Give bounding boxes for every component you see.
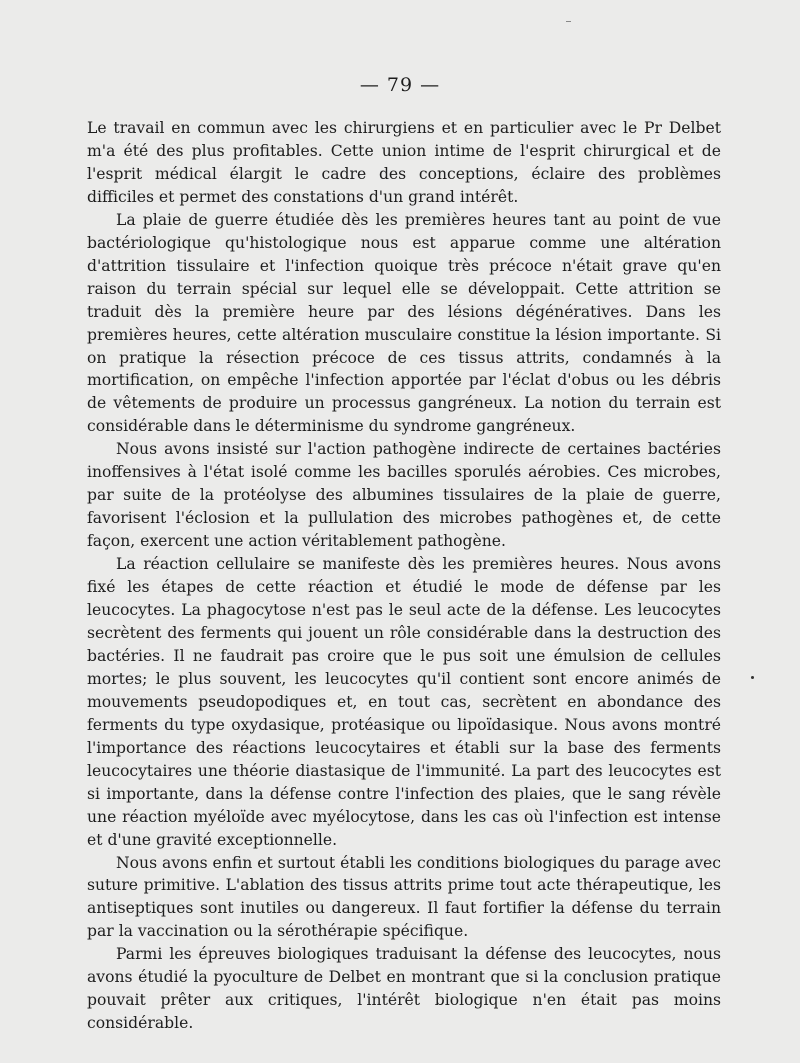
scan-mark [566,21,571,22]
body-text [87,117,721,1035]
paragraph-2: La plaie de guerre étudiée dès les premières heures tant au point de vue bactériologique qu'histologique nous est apparue comme une altération d'attrition tissulaire et l'infection quoique très précoce n'était grave qu'en raison du terrain spécial sur lequel elle se développait. Cette attrition se traduit dès la première heure par des lésions dégénératives. Dans les premières heures, cette altération musculaire constitue la lésion importante. Si on pratique la résection précoce de ces tissus attrits, condamnés à la mortification, on empêche l'infection apportée par l'éclat d'obus ou les débris de vêtements de produire un processus gangréneux. La notion du terrain est considérable dans le déterminisme du syndrome gangréneux. [87,210,721,436]
paragraph-6: Parmi les épreuves biologiques traduisant la défense des leucocytes, nous avons étudié la pyoculture de Delbet en montrant que si la conclusion pratique pouvait prêter aux critiques, l'intérêt biologique n'en était pas moins considérable. [87,945,721,1033]
paragraph-4: La réaction cellulaire se manifeste dès les premières heures. Nous avons fixé les étapes de cette réaction et étudié le mode de défense par les leucocytes. La phagocytose n'est pas le seul acte de la défense. Les leucocytes secrètent des ferments qui jouent un rôle considérable dans la destruction des bactéries. Il ne faudrait pas croire que le pus soit une émulsion de cellules mortes; le plus souvent, les leucocytes qu'il contient sont encore animés de mouvements pseudopodiques et, en tout cas, secrètent en abondance des ferments du type oxydasique, protéasique ou lipoïdasique. Nous avons montré l'importance des réactions leucocytaires et établi sur la base des ferments leucocytaires une théorie diastasique de l'immunité. La part des leucocytes est si importante, dans la défense contre l'infection des plaies, que le sang révèle une réaction myéloïde avec myélocytose, dans les cas où l'infection est intense et d'une gravité exceptionnelle. [87,555,721,849]
paragraph-5: Nous avons enfin et surtout établi les conditions biologiques du parage avec suture primitive. L'ablation des tissus attrits prime tout acte thérapeutique, les antiseptiques sont inutiles ou dangereux. Il faut fortifier la défense du terrain par la vaccination ou la sérothérapie spécifique. [87,853,721,941]
paragraph-3: Nous avons insisté sur l'action pathogène indirecte de certaines bactéries inoffensives à l'état isolé comme les bacilles sporulés aérobies. Ces microbes, par suite de la protéolyse des albumines tissulaires de la plaie de guerre, favorisent l'éclosion et la pullulation des microbes pathogènes et, de cette façon, exercent une action véritablement pathogène. [87,440,721,551]
scan-speck [751,676,754,679]
page-number: — 79 — [359,74,441,96]
paragraph-1: Le travail en commun avec les chirurgiens et en particulier avec le Pr Delbet m'a été des plus profitables. Cette union intime de l'esprit chirurgical et de l'esprit médical élargit le cadre des conceptions, éclaire des problèmes difficiles et permet des constations d'un grand intérêt. [87,119,721,206]
